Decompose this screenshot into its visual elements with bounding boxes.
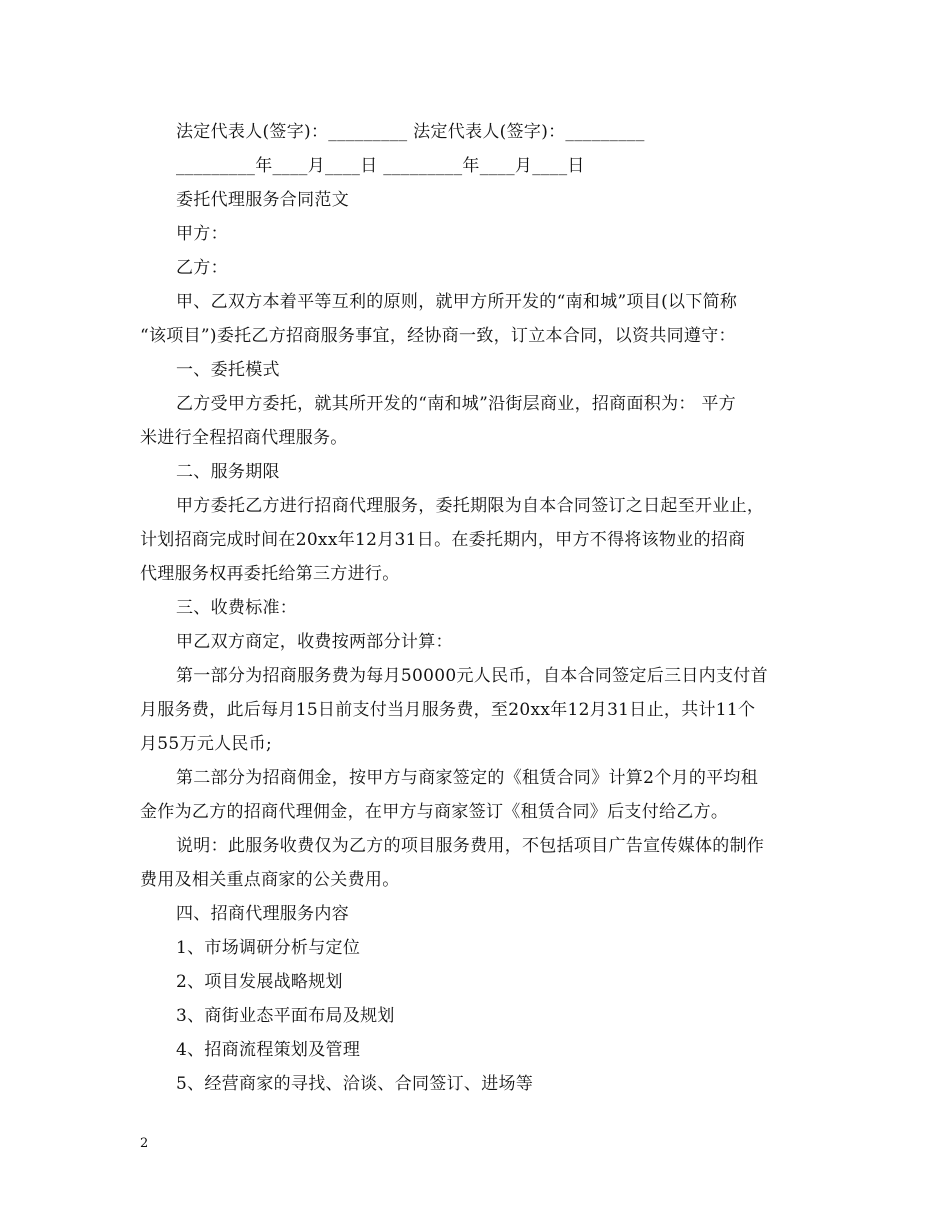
section-paragraph-line: 乙方受甲方委托，就其所开发的“南和城”沿街层商业，招商面积为： 平方 [176, 394, 736, 414]
list-item: 3、商街业态平面布局及规划 [176, 1006, 395, 1026]
note-paragraph-line: 费用及相关重点商家的公关费用。 [140, 870, 400, 890]
section-paragraph-line: 第一部分为招商服务费为每月50000元人民币，自本合同签定后三日内支付首 [176, 666, 768, 686]
list-item: 4、招商流程策划及管理 [176, 1040, 361, 1060]
section-paragraph-line: 甲方委托乙方进行招商代理服务，委托期限为自本合同签订之日起至开业止， [176, 496, 765, 516]
section-heading: 四、招商代理服务内容 [176, 904, 349, 924]
section-paragraph-line: 米进行全程招商代理服务。 [140, 428, 348, 448]
section-paragraph-line: 月服务费，此后每月15日前支付当月服务费，至20xx年12月31日止，共计11个 [140, 700, 756, 720]
intro-paragraph-line: 甲、乙双方本着平等互利的原则，就甲方所开发的“南和城”项目(以下简称 [176, 292, 738, 312]
page-number: 2 [140, 1136, 149, 1151]
section-heading: 三、收费标准： [176, 598, 298, 618]
section-paragraph-line: 甲乙双方商定，收费按两部分计算： [176, 632, 453, 652]
document-title: 委托代理服务合同范文 [176, 190, 349, 210]
list-item: 5、经营商家的寻找、洽谈、合同签订、进场等 [176, 1074, 534, 1094]
note-paragraph-line: 说明：此服务收费仅为乙方的项目服务费用，不包括项目广告宣传媒体的制作 [176, 836, 765, 856]
date-line: _________年____月____日 _________年____月____日 [176, 156, 585, 176]
party-a-label: 甲方： [176, 224, 228, 244]
list-item: 1、市场调研分析与定位 [176, 938, 361, 958]
section-heading: 一、委托模式 [176, 360, 280, 380]
section-paragraph-line: 代理服务权再委托给第三方进行。 [140, 564, 400, 584]
section-paragraph-line: 第二部分为招商佣金，按甲方与商家签定的《租赁合同》计算2个月的平均租 [176, 768, 759, 788]
list-item: 2、项目发展战略规划 [176, 972, 343, 992]
intro-paragraph-line: “该项目”)委托乙方招商服务事宜，经协商一致，订立本合同，以资共同遵守： [140, 326, 736, 346]
signature-line: 法定代表人(签字)：_________ 法定代表人(签字)：_________ [176, 122, 645, 142]
section-paragraph-line: 计划招商完成时间在20xx年12月31日。在委托期内，甲方不得将该物业的招商 [140, 530, 746, 550]
party-b-label: 乙方： [176, 258, 228, 278]
section-paragraph-line: 月55万元人民币; [140, 734, 273, 754]
section-heading: 二、服务期限 [176, 462, 280, 482]
section-paragraph-line: 金作为乙方的招商代理佣金，在甲方与商家签订《租赁合同》后支付给乙方。 [140, 802, 729, 822]
